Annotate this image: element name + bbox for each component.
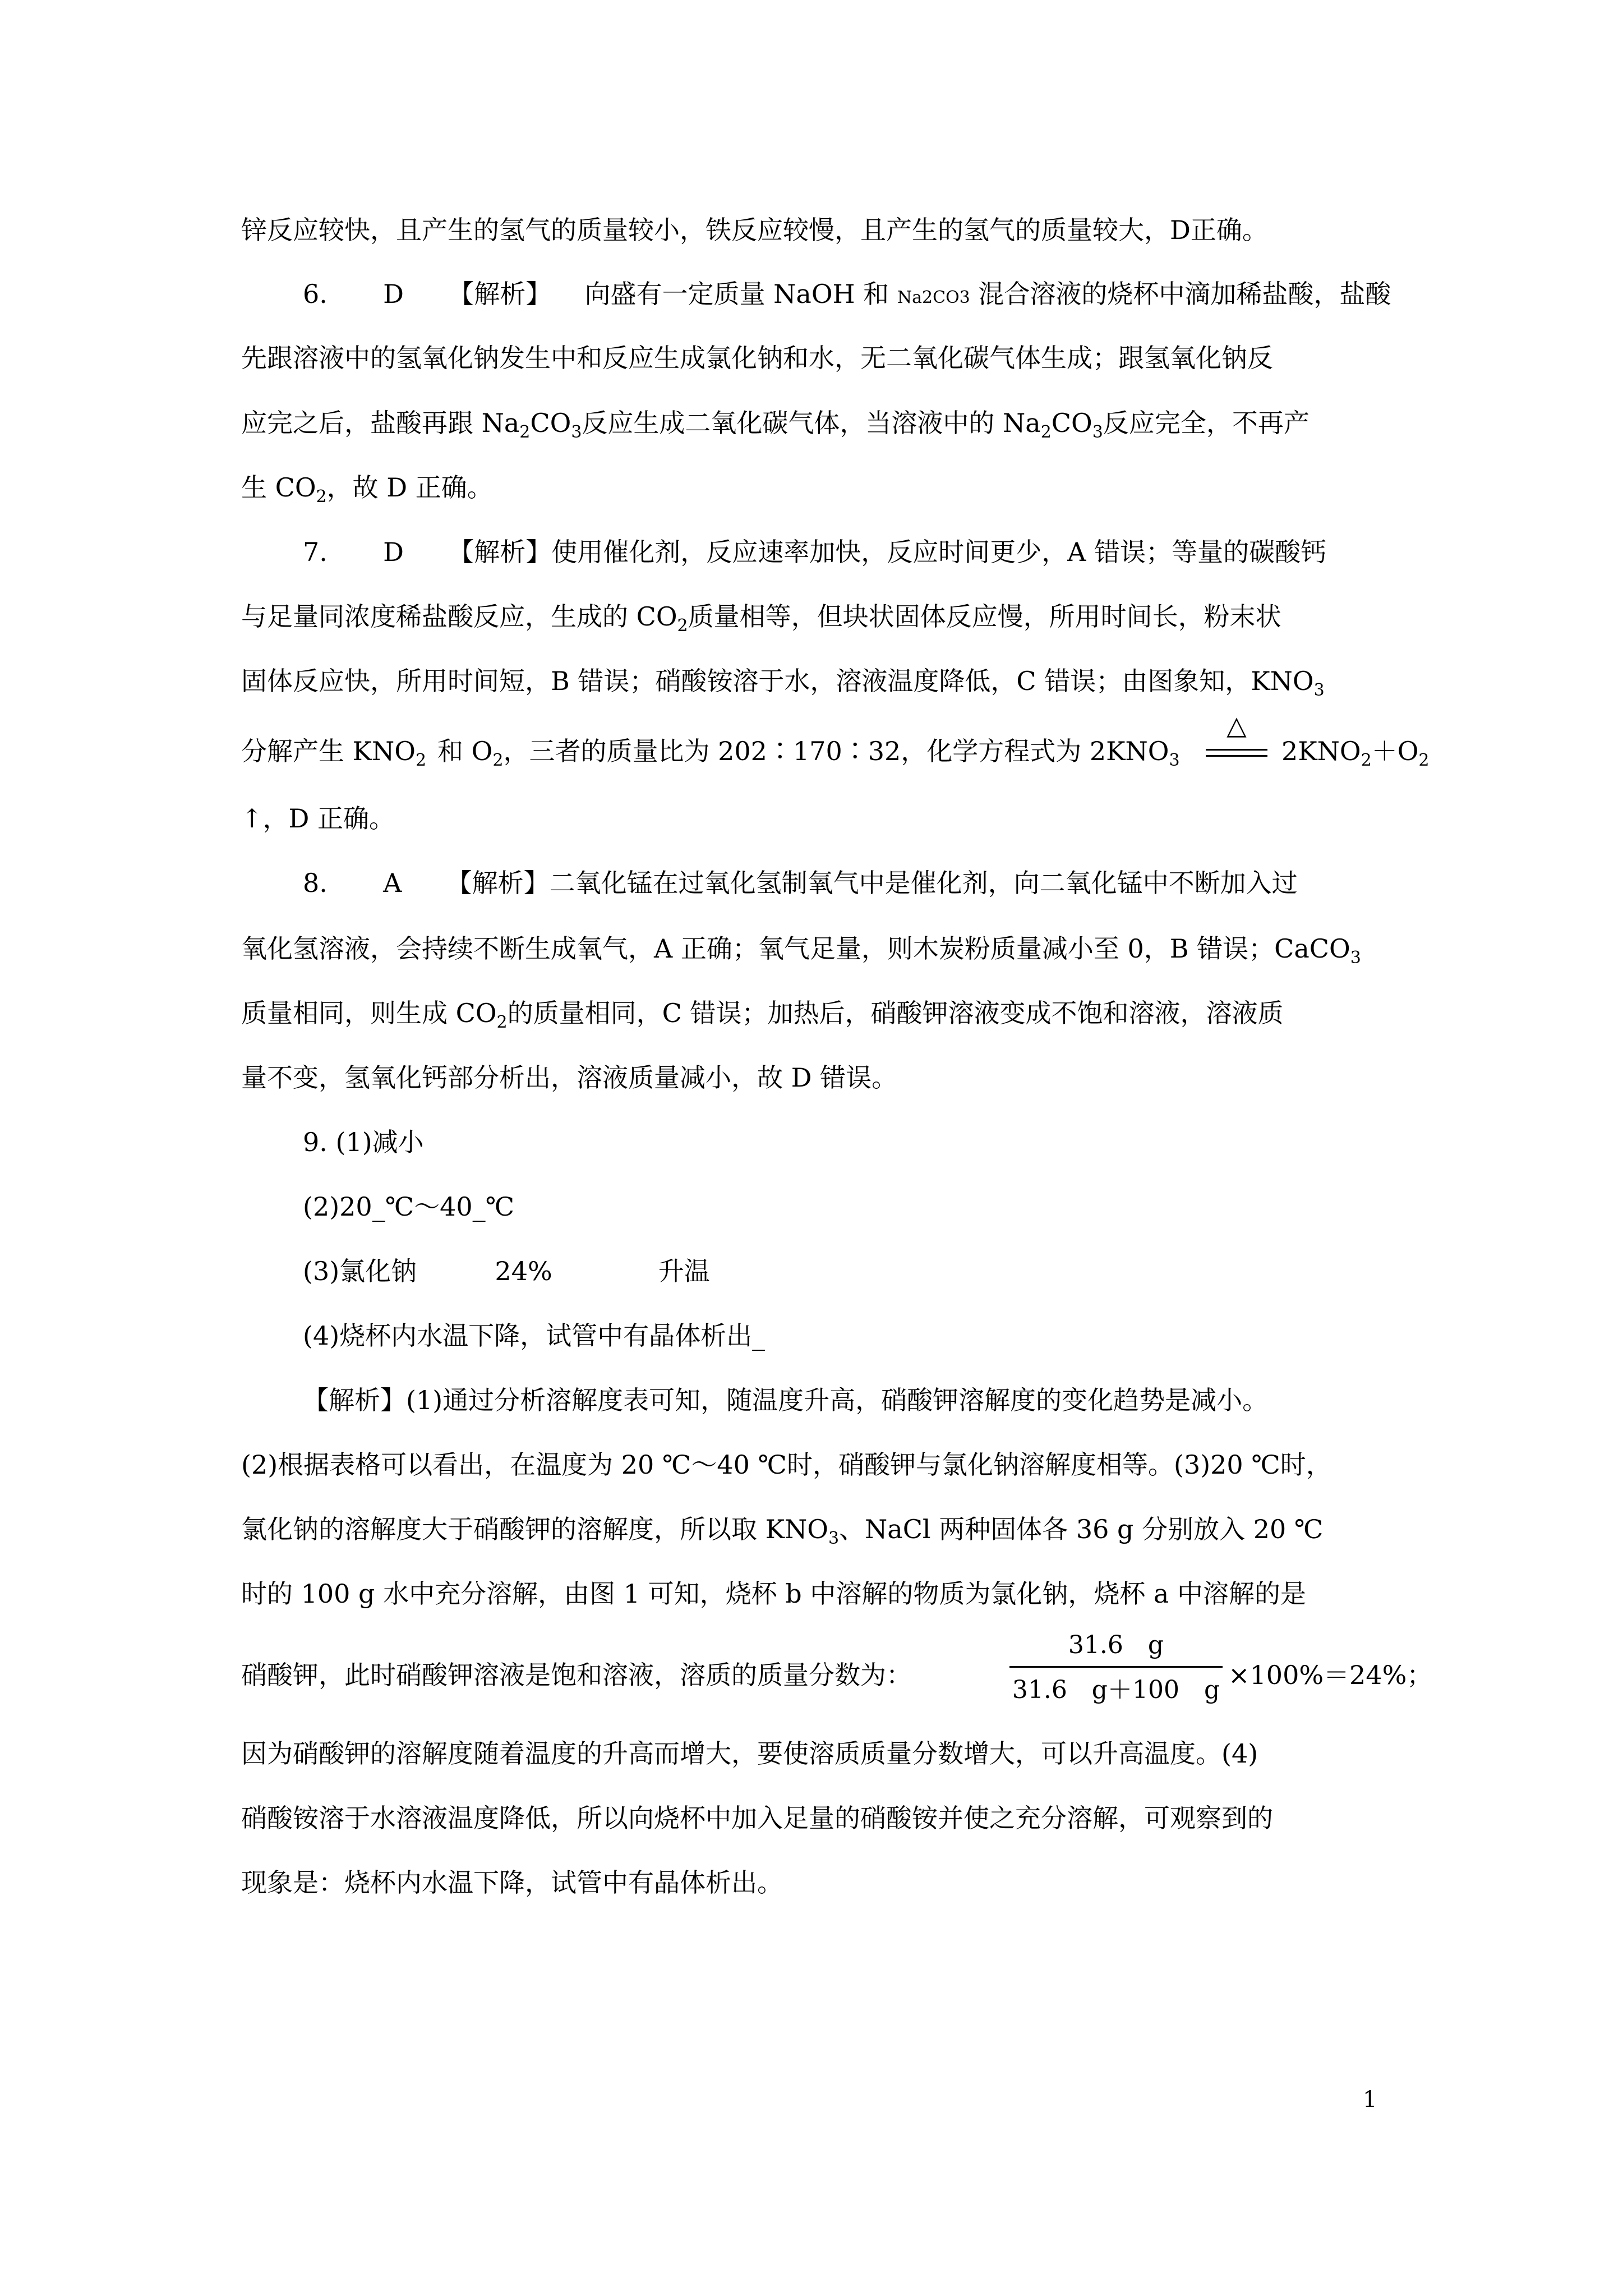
- line-text: 【解析】(1)通过分析溶解度表可知，随温度升高，硝酸钾溶解度的变化趋势是减小。: [303, 1385, 1269, 1415]
- line-text: (3)氯化钠: [303, 1256, 417, 1286]
- subscript: 2: [316, 487, 327, 507]
- line-text: CO: [530, 408, 571, 438]
- question-number: 7.: [303, 537, 328, 567]
- line-text: 24%: [495, 1256, 552, 1286]
- heat-triangle-icon: △: [1227, 710, 1247, 740]
- line-text: (4)烧杯内水温下降，试管中有晶体析出_: [303, 1320, 766, 1351]
- line-text: 【解析】使用催化剂，反应速率加快，反应时间更少，A 错误；等量的碳酸钙: [448, 537, 1327, 567]
- text-line: [241, 997, 1623, 1039]
- line-text: CO: [1051, 408, 1092, 438]
- line-text: 先跟溶液中的氢氧化钠发生中和反应生成氯化钠和水，无二氧化碳气体生成；跟氢氧化钠反: [241, 343, 1273, 373]
- answer-9-3: [303, 1255, 1623, 1287]
- line-text: 反应生成二氧化碳气体，当溶液中的 Na: [582, 408, 1041, 438]
- text-line: [241, 342, 1623, 374]
- fraction-numerator: 31.6 g: [1068, 1631, 1164, 1659]
- text-line: [241, 1577, 1623, 1610]
- subscript: 3: [1169, 751, 1180, 770]
- line-text: 硝酸钾，此时硝酸钾溶液是饱和溶液，溶质的质量分数为：: [241, 1660, 912, 1690]
- question-7-line: [303, 536, 1623, 568]
- subscript: 2: [519, 422, 531, 442]
- line-text: 现象是：烧杯内水温下降，试管中有晶体析出。: [241, 1867, 783, 1898]
- text-line: [241, 1737, 1623, 1770]
- fraction-denominator: 31.6 g＋100 g: [1012, 1676, 1220, 1704]
- equation-product: [1281, 735, 1596, 777]
- line-text: ↑，D 正确。: [241, 803, 395, 834]
- line-text: 锌反应较快，且产生的氢气的质量较小，铁反应较慢，且产生的氢气的质量较大，D正确。: [241, 215, 1268, 245]
- line-text: ，三者的质量比为 202∶170∶32，化学方程式为 2KNO: [503, 736, 1169, 766]
- subscript: 2: [415, 751, 427, 770]
- line-text: ＋O: [1371, 736, 1419, 766]
- subscript: 3: [1092, 422, 1103, 442]
- line-text: 固体反应快，所用时间短，B 错误；硝酸铵溶于水，溶液温度降低，C 错误；由图象知，KNO: [241, 666, 1314, 696]
- text-line: [241, 600, 1623, 642]
- line-text: 氯化钠的溶解度大于硝酸钾的溶解度，所以取 KNO: [241, 1514, 828, 1544]
- answer-letter: D: [383, 537, 404, 567]
- text-line: [241, 1802, 1623, 1834]
- line-text: 的质量相同，C 错误；加热后，硝酸钾溶液变成不饱和溶液，溶液质: [507, 998, 1284, 1028]
- line-text: 2KNO: [1281, 736, 1361, 766]
- subscript: 2: [496, 1013, 508, 1032]
- text-line: [241, 214, 1623, 246]
- subscript: 2: [492, 751, 504, 770]
- equals-top-line: [1206, 749, 1267, 751]
- line-text: 、NaCl 两种固体各 36 g 分别放入 20 ℃: [839, 1514, 1324, 1544]
- line-text: 【解析】二氧化锰在过氧化氢制氧气中是催化剂，向二氧化锰中不断加入过: [446, 868, 1298, 898]
- text-line: [241, 665, 1623, 707]
- question-8-line: [303, 867, 1623, 899]
- formula-small: Na2CO3: [897, 288, 970, 307]
- line-text: (2)20_℃～40_℃: [303, 1191, 515, 1222]
- line-text: 向盛有一定质量 NaOH 和: [584, 279, 889, 309]
- analysis-tag: 【解析】: [448, 279, 552, 309]
- text-line: [303, 1384, 1623, 1416]
- answer-letter: A: [383, 868, 402, 898]
- equals-bottom-line: [1206, 755, 1267, 757]
- line-text: 质量相等，但块状固体反应慢，所用时间长，粉末状: [688, 601, 1281, 632]
- line-text: ×100%＝24%；: [1228, 1660, 1433, 1690]
- line-text: 时的 100 g 水中充分溶解，由图 1 可知，烧杯 b 中溶解的物质为氯化钠，烧杯 a 中溶解的是: [241, 1579, 1306, 1609]
- text-line: [1228, 1659, 1598, 1691]
- line-text: 混合溶液的烧杯中滴加稀盐酸，盐酸: [978, 279, 1391, 309]
- text-line: [241, 1061, 1623, 1094]
- line-text: 硝酸铵溶于水溶液温度降低，所以向烧杯中加入足量的硝酸铵并使之充分溶解，可观察到的: [241, 1803, 1273, 1833]
- line-text: 质量相同，则生成 CO: [241, 998, 497, 1028]
- question-number: 6.: [303, 279, 328, 309]
- question-6-line: [303, 278, 1623, 314]
- answer-letter: D: [383, 279, 404, 309]
- answer-9-1: [303, 1126, 1623, 1158]
- line-text: 量不变，氢氧化钙部分析出，溶液质量减小，故 D 错误。: [241, 1062, 898, 1093]
- line-text: 应完之后，盐酸再跟 Na: [241, 408, 520, 438]
- subscript: 3: [1313, 680, 1325, 700]
- line-text: 升温: [658, 1256, 710, 1286]
- subscript: 2: [1040, 422, 1052, 442]
- subscript: 3: [571, 422, 582, 442]
- text-line: [241, 1448, 1623, 1481]
- line-text: (2)根据表格可以看出，在温度为 20 ℃～40 ℃时，硝酸钾与氯化钠溶解度相等。(3)20 ℃时，: [241, 1450, 1332, 1480]
- subscript: 2: [1361, 751, 1372, 770]
- line-text: 生 CO: [241, 472, 316, 503]
- line-text: 氧化氢溶液，会持续不断生成氧气，A 正确；氧气足量，则木炭粉质量减小至 0，B 错误；CaCO: [241, 933, 1350, 964]
- fraction-bar: [1009, 1666, 1223, 1668]
- line-text: 因为硝酸钾的溶解度随着温度的升高而增大，要使溶质质量分数增大，可以升高温度。(4): [241, 1738, 1258, 1769]
- text-line: [241, 932, 1623, 974]
- subscript: 2: [677, 616, 688, 636]
- line-text: 9. (1)减小: [303, 1127, 424, 1157]
- line-text: 分解产生 KNO: [241, 736, 416, 766]
- text-line: [241, 802, 1623, 835]
- line-text: 和 O: [437, 736, 493, 766]
- text-line: [241, 471, 1623, 513]
- question-number: 8.: [303, 868, 328, 898]
- line-text: ，故 D 正确。: [326, 472, 493, 503]
- text-line: [241, 1513, 1623, 1555]
- page-number: 1: [1363, 2087, 1377, 2113]
- answer-9-4: [303, 1319, 1623, 1352]
- subscript: 3: [1350, 948, 1361, 968]
- subscript: 3: [828, 1529, 840, 1548]
- text-line: [241, 407, 1623, 449]
- line-text: 与足量同浓度稀盐酸反应，生成的 CO: [241, 601, 677, 632]
- answer-9-2: [303, 1190, 1623, 1223]
- subscript: 2: [1418, 751, 1430, 770]
- text-line: [241, 1866, 1623, 1899]
- line-text: 反应完全，不再产: [1103, 408, 1310, 438]
